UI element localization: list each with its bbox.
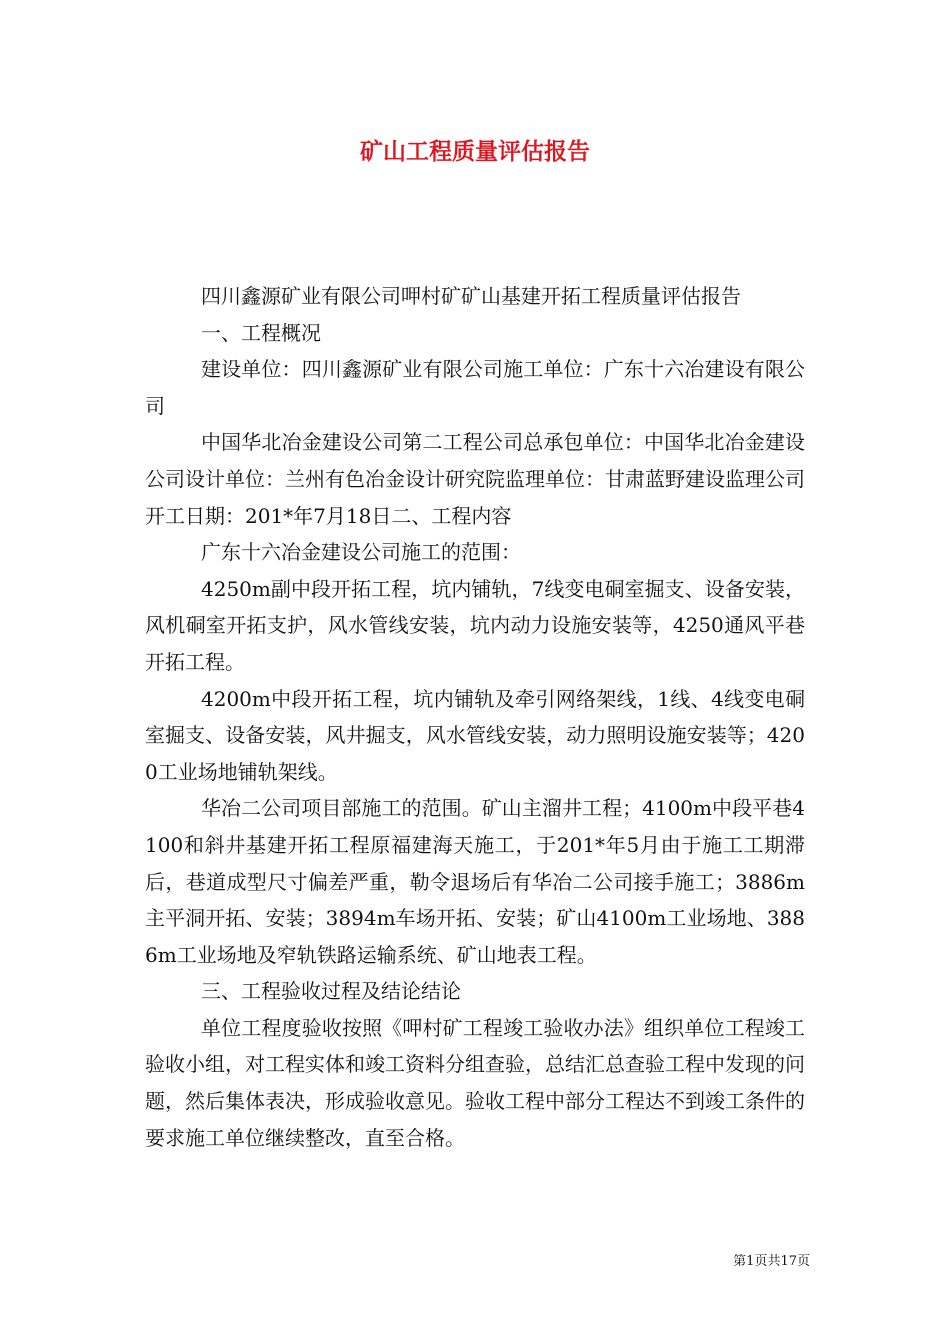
paragraph-scope-huaye: 华冶二公司项目部施工的范围。矿山主溜井工程；4100m中段平巷4100和斜井基建开拓工程原福建海天施工，于201*年5月由于施工工期滞后，巷道成型尺寸偏差严重，勒令退场后有华冶二公司接手施工；3886m主平洞开拓、安装；3894m车场开拓、安装；矿山4100m工业场地、3886m工业场地及窄轨铁路运输系统、矿山地表工程。 xyxy=(145,796,805,967)
document-title: 矿山工程质量评估报告 xyxy=(360,138,590,165)
page-number-footer: 第1页共17页 xyxy=(733,1254,810,1269)
paragraph-section-overview: 一、工程概况 xyxy=(201,320,321,345)
paragraph-report-heading: 四川鑫源矿业有限公司呷村矿矿山基建开拓工程质量评估报告 xyxy=(201,284,741,308)
document-body xyxy=(145,278,805,1156)
paragraph-acceptance-process: 单位工程度验收按照《呷村矿工程竣工验收办法》组织单位工程竣工验收小组，对工程实体和竣工资料分组查验，总结汇总查验工程中发现的问题，然后集体表决，形成验收意见。验收工程中部分工程达不到竣工条件的要求施工单位继续整改，直至合格。 xyxy=(145,1015,805,1150)
paragraph-scope-intro: 广东十六冶金建设公司施工的范围： xyxy=(201,540,521,565)
paragraph-section-acceptance: 三、工程验收过程及结论结论 xyxy=(201,979,461,1004)
paragraph-scope-4250: 4250m副中段开拓工程，坑内铺轨，7线变电硐室掘支、设备安装，风机硐室开拓支护，风水管线安装，坑内动力设施安装等，4250通风平巷开拓工程。 xyxy=(145,576,805,674)
paragraph-units: 建设单位：四川鑫源矿业有限公司施工单位：广东十六冶建设有限公司 xyxy=(145,357,805,418)
paragraph-contractors: 中国华北冶金建设公司第二工程公司总承包单位：中国华北冶金建设公司设计单位：兰州有色冶金设计研究院监理单位：甘肃蓝野建设监理公司开工日期：201*年7月18日二、工程内容 xyxy=(145,430,805,528)
paragraph-scope-4200: 4200m中段开拓工程，坑内铺轨及牵引网络架线，1线、4线变电硐室掘支、设备安装，风井掘支，风水管线安装，动力照明设施安装等；4200工业场地铺轨架线。 xyxy=(145,686,805,784)
